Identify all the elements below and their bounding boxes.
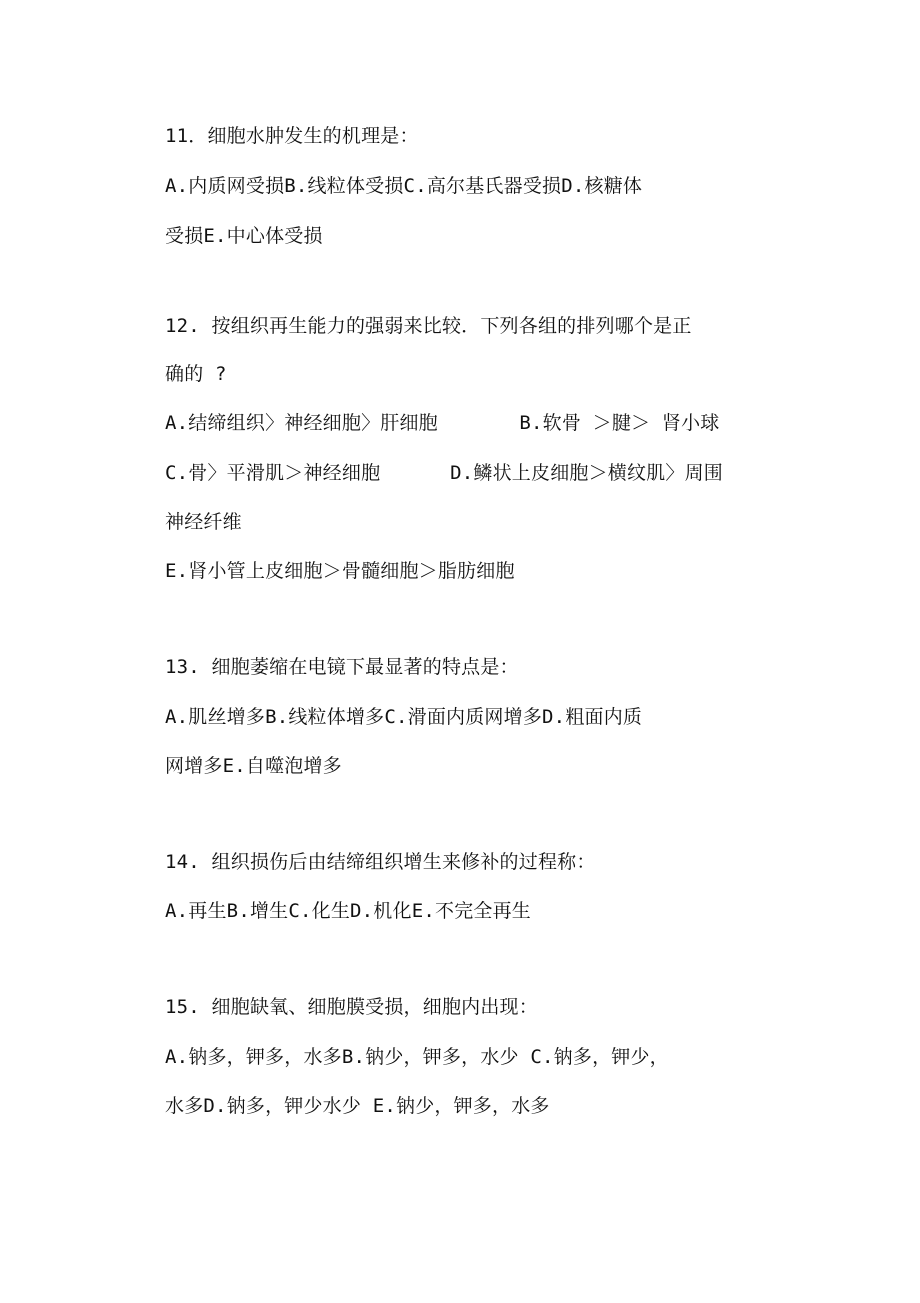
question-12-options-line-4: E.肾小管上皮细胞＞骨髓细胞＞脂肪细胞 — [165, 560, 515, 582]
question-15-title: 15. 细胞缺氧、细胞膜受损，细胞内出现： — [165, 996, 538, 1018]
question-14-options-line-1: A.再生B.增生C.化生D.机化E.不完全再生 — [165, 900, 531, 922]
question-15-options-line-1: A.钠多，钾多，水多B.钠少，钾多，水少 C.钠多，钾少， — [165, 1046, 669, 1068]
question-15-options-line-2: 水多D.钠多，钾少水少 E.钠少，钾多，水多 — [165, 1095, 550, 1117]
question-11-options-line-2: 受损E.中心体受损 — [165, 225, 323, 247]
question-11-options-line-1: A.内质网受损B.线粒体受损C.高尔基氏器受损D.核糖体 — [165, 175, 643, 197]
question-11-title: 11．细胞水肿发生的机理是： — [165, 125, 419, 147]
question-12-title-continued: 确的 ? — [165, 363, 227, 385]
question-13-options-line-2: 网增多E.自噬泡增多 — [165, 755, 342, 777]
question-12-options-line-2: C.骨〉平滑肌＞神经细胞 D.鳞状上皮细胞＞横纹肌〉周围 — [165, 462, 723, 484]
question-14-title: 14. 组织损伤后由结缔组织增生来修补的过程称： — [165, 851, 596, 873]
question-12-options-line-1: A.结缔组织〉神经细胞〉肝细胞 B.软骨 ＞腱＞ 肾小球 — [165, 412, 720, 434]
question-12-title: 12. 按组织再生能力的强弱来比较．下列各组的排列哪个是正 — [165, 315, 692, 337]
question-13-title: 13. 细胞萎缩在电镜下最显著的特点是： — [165, 656, 519, 678]
question-13-options-line-1: A.肌丝增多B.线粒体增多C.滑面内质网增多D.粗面内质 — [165, 706, 643, 728]
question-12-options-line-3: 神经纤维 — [165, 511, 242, 533]
